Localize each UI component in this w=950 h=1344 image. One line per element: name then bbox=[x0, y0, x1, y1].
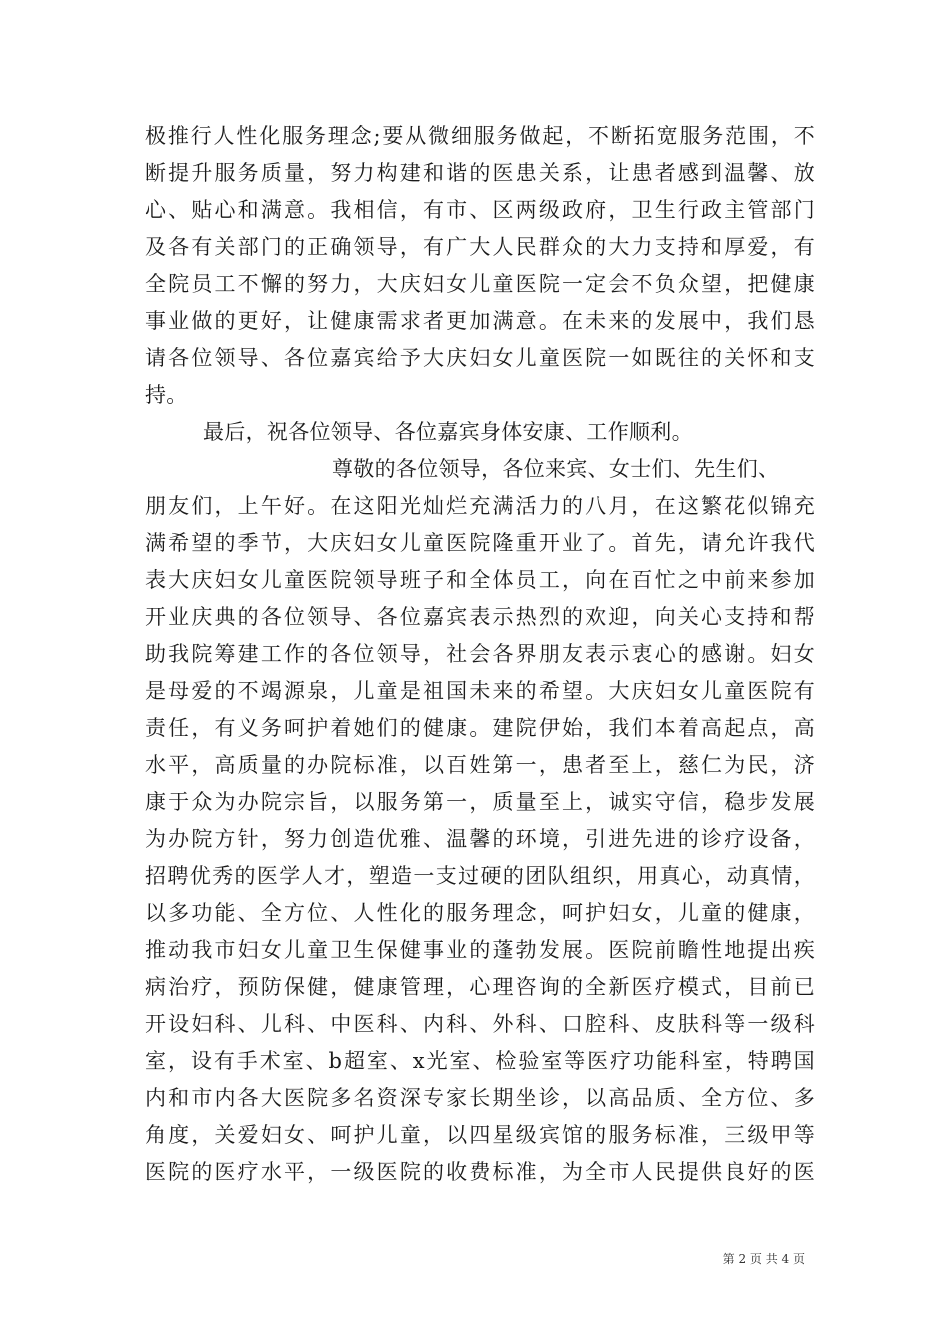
page-number: 第 2 页 共 4 页 bbox=[722, 1252, 805, 1266]
text-line: 责任，有义务呵护着她们的健康。建院伊始，我们本着高起点，高 bbox=[145, 716, 815, 740]
text-line: 开业庆典的各位领导、各位嘉宾表示热烈的欢迎，向关心支持和帮 bbox=[145, 605, 815, 629]
text-line: 以多功能、全方位、人性化的服务理念，呵护妇女，儿童的健康， bbox=[145, 901, 815, 925]
text-line: 开设妇科、儿科、中医科、内科、外科、口腔科、皮肤科等一级科 bbox=[145, 1012, 815, 1036]
text-line: 心、贴心和满意。我相信，有市、区两级政府，卫生行政主管部门 bbox=[145, 198, 815, 222]
text-line: 康于众为办院宗旨，以服务第一，质量至上，诚实守信，稳步发展 bbox=[145, 790, 815, 814]
text-line: 及各有关部门的正确领导，有广大人民群众的大力支持和厚爱，有 bbox=[145, 235, 815, 259]
text-line: 请各位领导、各位嘉宾给予大庆妇女儿童医院一如既往的关怀和支 bbox=[145, 346, 815, 370]
text-line: 全院员工不懈的努力，大庆妇女儿童医院一定会不负众望，把健康 bbox=[145, 272, 815, 296]
text-line: 角度，关爱妇女、呵护儿童，以四星级宾馆的服务标准，三级甲等 bbox=[145, 1123, 815, 1147]
text-line: 病治疗，预防保健，健康管理，心理咨询的全新医疗模式，目前已 bbox=[145, 975, 815, 999]
text-line: 内和市内各大医院多名资深专家长期坐诊，以高品质、全方位、多 bbox=[145, 1086, 815, 1110]
text-line: 招聘优秀的医学人才，塑造一支过硬的团队组织，用真心，动真情， bbox=[145, 864, 815, 888]
salutation-line: 尊敬的各位领导，各位来宾、女士们、先生们、 bbox=[332, 457, 780, 481]
text-line: 断提升服务质量，努力构建和谐的医患关系，让患者感到温馨、放 bbox=[145, 161, 815, 185]
text-line: 助我院筹建工作的各位领导，社会各界朋友表示衷心的感谢。妇女 bbox=[145, 642, 815, 666]
text-line: 室，设有手术室、b超室、x光室、检验室等医疗功能科室，特聘国 bbox=[145, 1049, 815, 1073]
text-line: 持。 bbox=[145, 383, 188, 407]
text-line: 朋友们，上午好。在这阳光灿烂充满活力的八月，在这繁花似锦充 bbox=[145, 494, 815, 518]
body-text bbox=[145, 118, 815, 1191]
text-line: 推动我市妇女儿童卫生保健事业的蓬勃发展。医院前瞻性地提出疾 bbox=[145, 938, 815, 962]
text-line: 医院的医疗水平，一级医院的收费标准，为全市人民提供良好的医 bbox=[145, 1160, 815, 1184]
text-line: 表大庆妇女儿童医院领导班子和全体员工，向在百忙之中前来参加 bbox=[145, 568, 815, 592]
text-line: 事业做的更好，让健康需求者更加满意。在未来的发展中，我们恳 bbox=[145, 309, 815, 333]
text-line: 水平，高质量的办院标准，以百姓第一，患者至上，慈仁为民，济 bbox=[145, 753, 815, 777]
text-line: 为办院方针，努力创造优雅、温馨的环境，引进先进的诊疗设备， bbox=[145, 827, 815, 851]
text-line: 满希望的季节，大庆妇女儿童医院隆重开业了。首先，请允许我代 bbox=[145, 531, 815, 555]
text-line: 是母爱的不竭源泉，儿童是祖国未来的希望。大庆妇女儿童医院有 bbox=[145, 679, 815, 703]
text-line: 极推行人性化服务理念;要从微细服务做起，不断拓宽服务范围，不 bbox=[145, 124, 815, 148]
closing-line: 最后，祝各位领导、各位嘉宾身体安康、工作顺利。 bbox=[203, 420, 693, 444]
